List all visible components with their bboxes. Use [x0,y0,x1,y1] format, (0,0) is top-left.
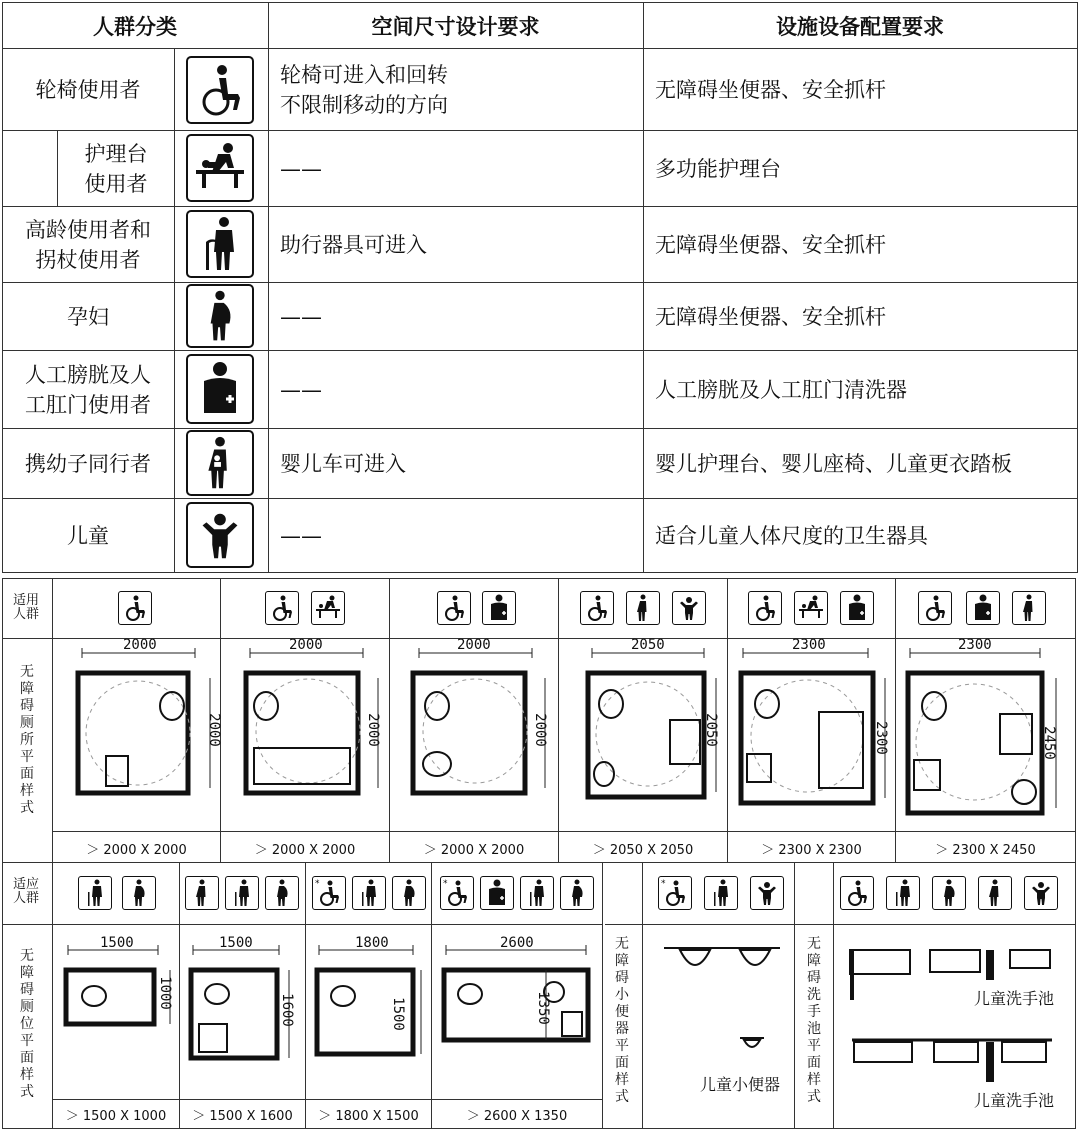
depth-dimension: 2000 [531,713,548,747]
parent-with-infant-icon [1012,591,1046,625]
group-line: 高龄使用者和 [25,217,151,242]
space-requirement: —— [280,523,322,548]
group-label [2,207,174,282]
header-facility: 设施设备配置要求 [776,14,944,39]
wheelchair-star-icon [312,876,346,910]
size-caption: ＞ 1800 X 1500 [318,1109,419,1124]
depth-dimension: 2000 [205,713,222,747]
facility-requirement: 无障碍坐便器、安全抓杆 [655,77,886,102]
space-requirement: —— [280,304,322,329]
facility-requirement: 无障碍坐便器、安全抓杆 [655,304,886,329]
elderly-cane-icon [225,876,259,910]
basin-label: 无障碍洗手池平面样式 [807,936,821,1105]
header-space: 空间尺寸设计要求 [371,14,540,39]
wheelchair-star-icon [440,876,474,910]
pregnant-woman-icon [392,876,426,910]
pregnant-woman-icon [186,284,254,348]
group-label: 儿童 [67,523,109,548]
space-requirement [268,49,643,130]
depth-dimension: 2450 [1040,726,1057,760]
depth-dimension: 2300 [872,721,889,755]
elderly-cane-icon [186,210,254,278]
group-label: 孕妇 [67,304,109,329]
parent-with-infant-icon [186,430,254,496]
urinal-plan [650,930,790,1070]
group-label: 携幼子同行者 [25,451,151,476]
space-requirement: —— [280,156,322,181]
child-basin-label: 儿童洗手池 [974,989,1055,1008]
elderly-cane-icon [704,876,738,910]
depth-dimension: 2050 [702,713,719,747]
space-requirement: 助行器具可进入 [280,232,427,257]
width-dimension: 2300 [958,637,992,653]
space-requirement: —— [280,377,322,402]
width-dimension: 2600 [500,935,534,951]
changing-table-icon [311,591,345,625]
width-dimension: 1500 [219,935,253,951]
depth-dimension: 1000 [156,976,173,1010]
child-icon [1024,876,1058,910]
wheelchair-user-icon [437,591,471,625]
wheelchair-user-icon [265,591,299,625]
parent-with-infant-icon [185,876,219,910]
toilet-stall-plan [436,934,600,1094]
width-dimension: 2000 [289,637,323,653]
changing-table-icon [186,134,254,202]
child-basin-label: 儿童洗手池 [974,1091,1055,1110]
group-line: 使用者 [84,171,148,196]
child-icon [672,591,706,625]
facility-requirement: 多功能护理台 [655,156,781,181]
group-line: 人工膀胱及人 [25,362,151,387]
size-caption: ＞ 2300 X 2300 [761,843,862,858]
ostomy-user-icon [480,876,514,910]
changing-table-icon [794,591,828,625]
row-label: 适用人群 [13,593,40,622]
facility-requirement: 无障碍坐便器、安全抓杆 [655,232,886,257]
space-line: 轮椅可进入和回转 [280,62,448,87]
depth-dimension: 1600 [278,993,295,1027]
toilet-room-plan [566,636,724,826]
group-label: 轮椅使用者 [35,77,141,102]
group-line: 拐杖使用者 [35,247,141,272]
width-dimension: 1800 [355,935,389,951]
size-caption: ＞ 2300 X 2450 [935,843,1036,858]
width-dimension: 2000 [457,637,491,653]
group-label [58,131,174,206]
pregnant-woman-icon [932,876,966,910]
width-dimension: 2300 [792,637,826,653]
width-dimension: 1500 [100,935,134,951]
row-label: 适应人群 [13,877,40,906]
child-urinal-label: 儿童小便器 [700,1075,781,1094]
space-line: 不限制移动的方向 [280,92,448,117]
svg-text:*: * [443,879,448,889]
wheelchair-user-icon [918,591,952,625]
group-label [2,351,174,428]
toilet-stall-plan [309,934,429,1094]
width-dimension: 2050 [631,637,665,653]
elderly-cane-icon [78,876,112,910]
child-icon [750,876,784,910]
depth-dimension: 1350 [534,991,551,1025]
child-icon [186,502,254,568]
wheelchair-user-icon [840,876,874,910]
ostomy-user-icon [840,591,874,625]
elderly-cane-icon [520,876,554,910]
toilet-room-plan [60,636,218,826]
pregnant-woman-icon [122,876,156,910]
facility-requirement: 婴儿护理台、婴儿座椅、儿童更衣踏板 [655,451,1012,476]
size-caption: ＞ 2050 X 2050 [592,843,694,858]
facility-requirement: 适合儿童人体尺度的卫生器具 [655,523,928,548]
parent-with-infant-icon [978,876,1012,910]
wheelchair-user-icon [186,56,254,124]
facility-requirement: 人工膀胱及人工肛门清洗器 [655,377,907,402]
wheelchair-user-icon [580,591,614,625]
depth-dimension: 2000 [364,713,381,747]
size-caption: ＞ 2000 X 2000 [254,843,356,858]
svg-text:*: * [315,879,320,889]
side-label: 无障碍厕位平面样式 [20,948,34,1100]
pregnant-woman-icon [265,876,299,910]
space-requirement: 婴儿车可进入 [280,451,406,476]
basin-plan [840,930,1070,1110]
parent-with-infant-icon [626,591,660,625]
header-group: 人群分类 [93,14,177,39]
svg-text:*: * [661,879,666,889]
ostomy-user-icon [482,591,516,625]
ostomy-user-icon [186,354,254,424]
pregnant-woman-icon [560,876,594,910]
size-caption: ＞ 1500 X 1000 [65,1109,167,1124]
side-label: 无障碍厕所平面样式 [20,664,34,816]
group-line: 工肛门使用者 [25,392,151,417]
size-caption: ＞ 2000 X 2000 [86,843,187,858]
size-caption: ＞ 2600 X 1350 [466,1109,568,1124]
size-caption: ＞ 2000 X 2000 [423,843,525,858]
size-caption: ＞ 1500 X 1600 [192,1109,293,1124]
elderly-cane-icon [352,876,386,910]
toilet-room-plan [228,636,386,826]
wheelchair-star-icon [658,876,692,910]
wheelchair-user-icon [118,591,152,625]
wheelchair-user-icon [748,591,782,625]
ostomy-user-icon [966,591,1000,625]
elderly-cane-icon [886,876,920,910]
depth-dimension: 1500 [389,997,406,1031]
toilet-room-plan [733,636,893,826]
toilet-stall-plan [58,934,176,1094]
width-dimension: 2000 [123,637,157,653]
group-line: 护理台 [84,141,148,166]
urinal-label: 无障碍小便器平面样式 [615,936,629,1105]
